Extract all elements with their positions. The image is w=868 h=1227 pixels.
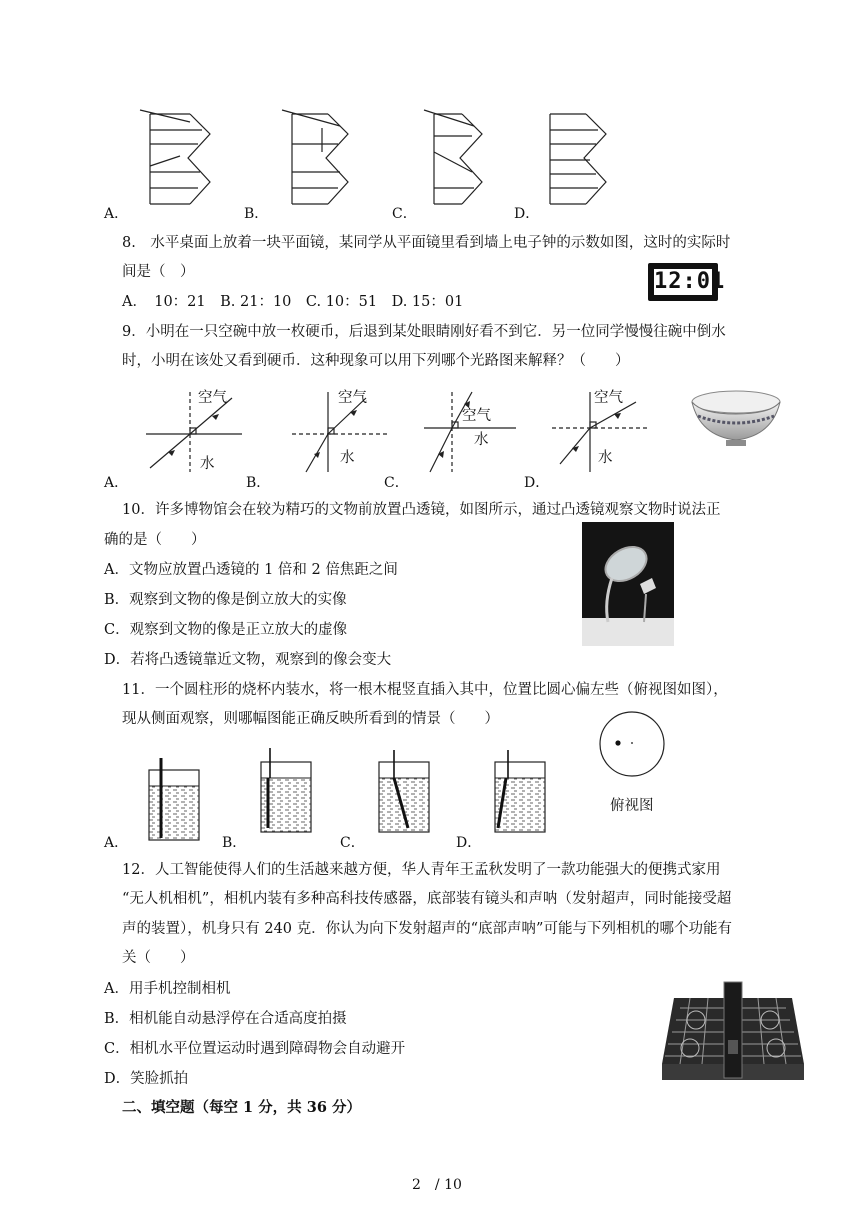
q7-figure-a: [140, 108, 220, 208]
q10-stem-line1: 10．许多博物馆会在较为精巧的文物前放置凸透镜，如图所示，通过凸透镜观察文物时说法正: [122, 502, 721, 518]
q9-option-b: B．: [246, 475, 271, 491]
q7-option-c: C．: [392, 206, 417, 222]
q8-options: A． 10：21 B. 21：10 C. 10：51 D. 15：01: [122, 294, 464, 310]
q11-beaker-a: [148, 758, 202, 842]
q9-d-water-label: 水: [598, 450, 613, 466]
q9-option-a: A．: [104, 475, 129, 491]
q9-c-air-label: 空气: [462, 408, 491, 424]
clock-display: 12:01: [652, 267, 714, 297]
q12-option-b: B．相机能自动悬浮停在合适高度拍摄: [104, 1011, 347, 1027]
page-number: 2 / 10: [412, 1177, 462, 1193]
q11-beaker-b: [260, 748, 314, 834]
magnifier-photo: [582, 522, 674, 646]
q12-option-c: C．相机水平位置运动时遇到障碍物会自动避开: [104, 1041, 406, 1057]
q12-stem-line3: 声的装置），机身只有 240 克．你认为向下发射超声的“底部声呐”可能与下列相机的哪个功能有: [122, 921, 732, 937]
q11-stem-line2: 现从侧面观察，则哪幅图能正确反映所看到的情景（ ）: [122, 711, 499, 727]
bowl-image: [690, 388, 782, 454]
q9-d-air-label: 空气: [594, 390, 623, 406]
q9-b-water-label: 水: [340, 450, 355, 466]
q11-beaker-c: [378, 750, 432, 834]
clock-image: [648, 263, 726, 301]
q9-a-air-label: 空气: [198, 390, 227, 406]
section-2-heading: 二、填空题（每空 1 分，共 36 分）: [122, 1099, 361, 1116]
top-view-label: 俯视图: [610, 798, 654, 814]
q9-c-water-label: 水: [474, 432, 489, 448]
q10-option-b: B．观察到文物的像是倒立放大的实像: [104, 592, 347, 608]
q9-option-c: C．: [384, 475, 409, 491]
q9-rays-c: [420, 388, 516, 474]
q10-option-d: D．若将凸透镜靠近文物，观察到的像会变大: [104, 652, 392, 668]
q11-option-d: D．: [456, 835, 482, 851]
q9-b-air-label: 空气: [338, 390, 367, 406]
q9-option-d: D．: [524, 475, 550, 491]
q11-stem-line1: 11．一个圆柱形的烧杯内装水，将一根木棍竖直插入其中，位置比圆心偏左些（俯视图如图），: [122, 682, 728, 698]
q11-option-a: A．: [104, 835, 129, 851]
q11-option-b: B．: [222, 835, 247, 851]
q8-stem-line2: 间是（ ）: [122, 264, 195, 280]
q12-option-d: D．笑脸抓拍: [104, 1071, 189, 1087]
q11-option-c: C．: [340, 835, 365, 851]
q7-figure-b: [282, 108, 362, 208]
q12-stem-line2: “无人机相机”，相机内装有多种高科技传感器，底部装有镜头和声呐（发射超声，同时能接受超: [122, 891, 732, 907]
q7-option-a: A．: [104, 206, 129, 222]
q7-figure-d: [540, 108, 620, 208]
q12-option-a: A．用手机控制相机: [104, 981, 231, 997]
q9-rays-a: [146, 388, 242, 474]
q12-stem-line1: 12．人工智能使得人们的生活越来越方便，华人青年王孟秋发明了一款功能强大的便携式家用: [122, 862, 721, 878]
q12-stem-line4: 关（ ）: [122, 950, 195, 966]
q9-a-water-label: 水: [200, 456, 215, 472]
q7-option-d: D．: [514, 206, 540, 222]
q9-stem-line2: 时，小明在该处又看到硬币．这种现象可以用下列哪个光路图来解释？（ ）: [122, 353, 630, 369]
q7-option-b: B．: [244, 206, 269, 222]
q8-stem-line1: 8. 水平桌面上放着一块平面镜，某同学从平面镜里看到墙上电子钟的示数如图，这时的实际时: [122, 235, 731, 251]
q9-stem-line1: 9．小明在一只空碗中放一枚硬币，后退到某处眼睛刚好看不到它．另一位同学慢慢往碗中倒水: [122, 324, 726, 340]
top-view-circle: [598, 710, 666, 778]
drone-camera-image: [660, 980, 806, 1082]
q10-option-a: A．文物应放置凸透镜的 1 倍和 2 倍焦距之间: [104, 562, 398, 578]
q10-stem-line2: 确的是（ ）: [104, 532, 206, 548]
q11-beaker-d: [494, 750, 548, 834]
q7-figure-c: [424, 108, 504, 208]
q10-option-c: C．观察到文物的像是正立放大的虚像: [104, 622, 348, 638]
